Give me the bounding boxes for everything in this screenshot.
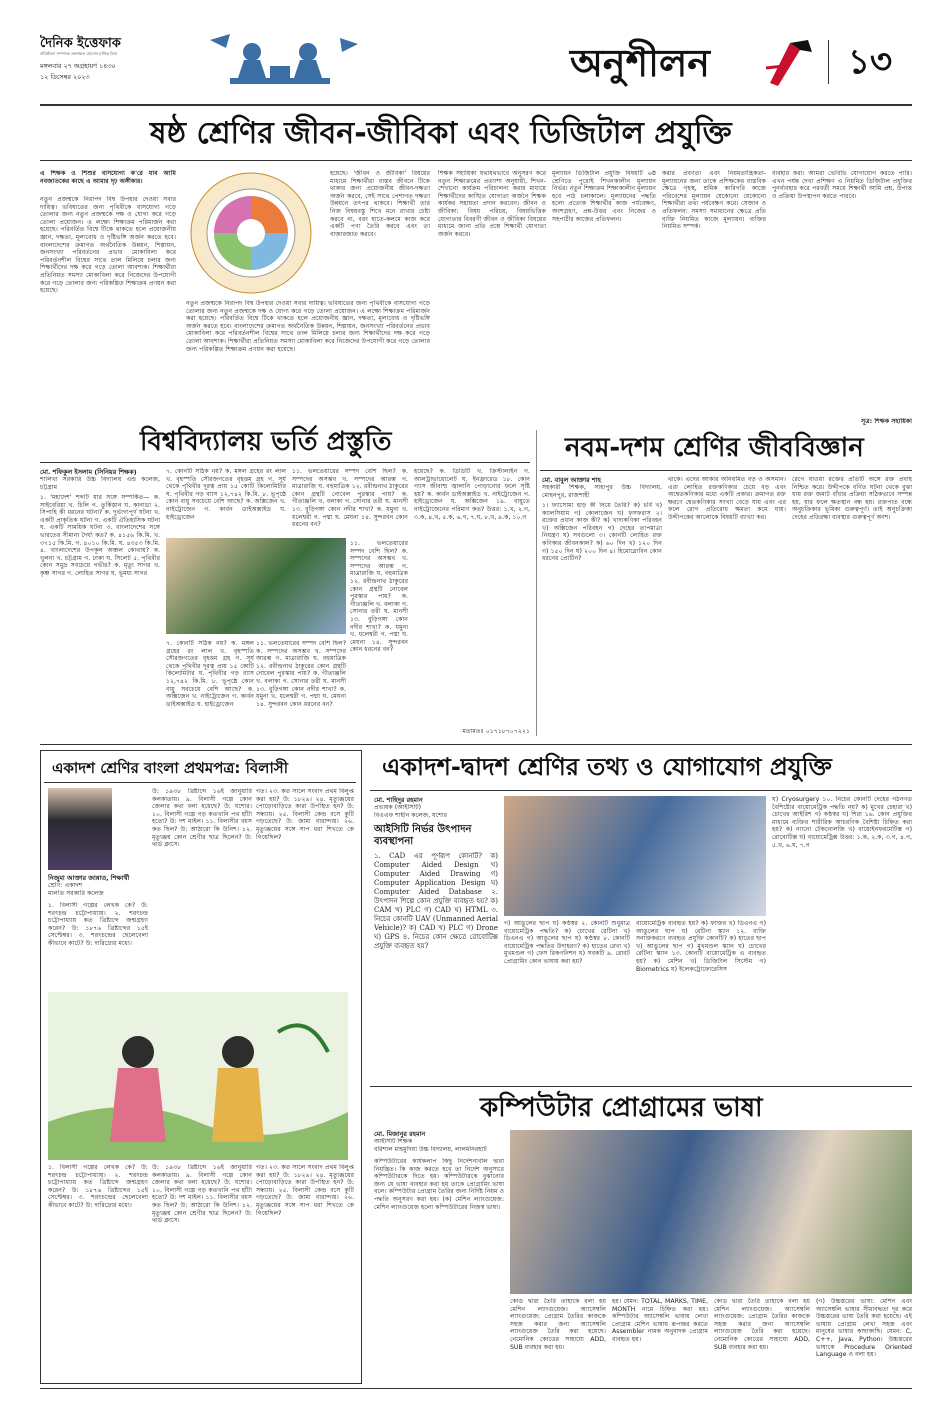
- class6-headline: ষষ্ঠ শ্রেণির জীবন-জীবিকা এবং ডিজিটাল প্রযুক্তি: [150, 116, 732, 151]
- section-title: অনুশীলন: [570, 41, 710, 85]
- university-col3a: ১১. ভলতেয়ারের সম্পদ বেশি ছিল? ক. সম্পদের অসম্ভব খ. সম্পদের আরম্ভ গ. মাত্রারাজি ঘ. বহুমাত্রিক ১২. রবীন্দ্রনাথ ঠাকুরের কোন গ্রন্থটি নোবেল পুরস্কার পায়? ক. গীতাঞ্জলি খ. বলাকা গ. সোনার তরী ঘ. মানসী ১৩. বুড়িগঙ্গা কোন নদীর শাখা? ক. যমুনা খ. ধলেশ্বরী গ. পদ্মা ঘ. মেঘনা ১৪. সুন্দরবন কোন ধরনের বন?: [292, 468, 408, 529]
- class6-col3: শিক্ষক সহায়িকা যথাযথভাবে অনুসরণ করে নতুন শিক্ষাক্রমের প্রত্যাশা অনুযায়ী, শিখন-শেখানো কার্যক্রম পরিচালনা করার মাধ্যমে শিক্ষার্থীদের কাঙ্খিত যোগ্যতা অর্জনে শিক্ষক কার্যকর সহায়তা প্রদান করবেন। জীবন ও জীবিকা: বিষয় পরিচয়, বিষয়ভিত্তিক যোগ্যতার বিবরণী জীবন ও জীবিকা বিষয়ের মাধ্যমে জানা প্রতি প্রশ্নে শিক্ষার্থী যোগ্যতা অর্জন করবে।: [438, 170, 546, 238]
- university-author-org: শালিখা সরকারি উচ্চ বিদ্যালয় এন্ড কলেজ, চট্টগ্রাম: [40, 476, 160, 491]
- ict-subheading: আইসিটি নির্ভর উৎপাদন ব্যবস্থাপনা: [374, 824, 472, 847]
- programming-headline: কম্পিউটার প্রোগ্রামের ভাষা: [480, 1093, 763, 1123]
- bangla-author-org: মালতি সরকারি কলেজ: [48, 890, 104, 897]
- ict-author-org: বিএএফ শাহীন কলেজ, যশোর: [374, 812, 448, 819]
- programming-col3: হয়। যেমন: TOTAL, MARKS, TIME, MONTH নামে চিহ্নিত করা হয়। কম্পিউটার অ্যাসেম্বলি ভাষায় লেখা প্রোগ্রাম মেশিন ভাষায় রূপান্তর করতে Assembler নামক অনুবাদক প্রোগ্রাম ব্যবহৃত হয়।: [612, 1298, 708, 1343]
- bangla-author-class: শ্রেণি: একাদশ: [48, 882, 83, 889]
- programming-author-org: বরিশাল মাহমুদিয়া উচ্চ বিদ্যালয়, লালমনিরহাট: [374, 1146, 487, 1153]
- university-col3: ১১. ভলতেয়ারের সম্পদ বেশি ছিল? ক. সম্পদের অসম্ভব খ. সম্পদের আরম্ভ গ. মাত্রারাজি ঘ. বহুমাত্রিক ১২. রবীন্দ্রনাথ ঠাকুরের কোন গ্রন্থটি নোবেল পুরস্কার পায়? ক. গীতাঞ্জলি খ. বলাকা গ. সোনার তরী ঘ. মানসী ১৩. বুড়িগঙ্গা কোন নদীর শাখা? ক. যমুনা খ. ধলেশ্বরী গ. পদ্মা ঘ. মেঘনা ১৪. সুন্দরবন কোন ধরনের বন?: [256, 640, 346, 708]
- university-students-photo: [166, 538, 346, 634]
- bangla-col3: গত। ২৩. কত সালে সংবাদ প্রথম বিলুপ্ত করা হয়? উ: ১৮২৯। ২৪. মৃত্যুঞ্জয়ের পোড়োবাড়িতে কারা উপস্থিত হন? উ: সন্ধ্যায়। ২৫. বিলাসী কেন্দ্র বসে কুটি গড়তেছে? উ: জামা বারান্দায়। ২৬. মৃত্যুঞ্জয়ের সঙ্গে সাপ ধরা শিখতে কে গিয়েছিল?: [256, 788, 354, 841]
- class9-author: মো. বাবুল আক্তার শাহ: [542, 476, 601, 484]
- university-col2: ৭. কোনটি সঠিক নয়? ক. মঙ্গল গ্রহের রং লাল খ. বৃহস্পতি সৌরজগতের বৃহত্তম গ্রহ গ. সূর্য থেকে পৃথিবীর দূরত্ব প্রায় ১৫ কোটি কিলোমিটার ঘ. পৃথিবীর গড় ব্যাস ১২,৭৪২ কি.মি. ৮. ভূপৃষ্ঠে কোন বায়ু সবচেয়ে বেশি আছে? ক. অক্সিজেন খ. নাইট্রোজেন গ. কার্বন ডাইঅক্সাইড ঘ. হাইড্রোজেন: [166, 468, 286, 521]
- bangla-illustration: [48, 992, 348, 1160]
- class9-author-org: সহকারী শিক্ষক, সাহাপুর উচ্চ বিদ্যালয়, মোহনপুর, রাজশাহী: [542, 484, 662, 499]
- university-col4: হয়েছে? ক. ডিডিটি খ. ক্রিস্টালাইন গ. আলট্রাভায়োলেট ঘ. ইনফ্রারেড ১৮. কোন গ্যাস জীবাশ্ম জ্বালানি পোড়ানোর ফলে সৃষ্টি হয়? ক. কার্বন ডাইঅক্সাইড খ. নাইট্রোজেন গ. হাইড্রোজেন ঘ. অক্সিজেন ১৯. বায়ুতে নাইট্রোজেনের পরিমাণ কত? উত্তর: ১.খ, ২.গ, ৩.ক, ৪.খ, ৫.ক, ৬.গ, ৭.ঘ, ৮.খ, ৯.ক, ১০.গ: [414, 468, 530, 521]
- class6-lead-question: এ শিক্ষক ও শিশুর বাসযোগ্য ক'রে যাব আমি নবজাতকের কাছে এ আমার দৃঢ় অঙ্গীকার।: [40, 170, 176, 185]
- masthead: [40, 30, 920, 100]
- class9-col1: ১। ফ্যাসোমা হাড় কী নিয়ে তৈরি? ক) চর্বি খ) ক্যালসিয়াম গ) কোলাজেন ঘ) ফসফরাস ২। রক্তের প্রধান কাজ কী? ক) খাদ্যকণিকা পরিবহন খ) অক্সিজেন পরিবহন গ) দেহের তাপমাত্রা নিয়ন্ত্রণ ঘ) সবগুলো ৩। কোনটি লোহিত রক্ত কণিকার জীবনকাল? ক) ৬০ দিন খ) ১২০ দিন গ) ১৫০ দিন ঘ) ২০০ দিন ৪। হিমোগ্লোবিন কোন ধরনের প্রোটিন?: [542, 502, 662, 563]
- class6-col5: করার প্রবণতা এবং নিয়মতান্ত্রিকতা-মূল্যায়নের জন্য তাকে প্রশিক্ষকের বাস্তবিক ক্ষেত্রে গৃহস্থ, শ্রমিক কারিগরি কাজে পরিবেশের মূল্যায়ন যেকোনো যেকোনো শিক্ষার্থীরা তথ্য পর্যবেক্ষণ করে। সেজান ও প্রতিফলন: সমস্যা সমাধানের ক্ষেত্রে প্রতি ব্যক্তি নিয়মিত কাজে মূল্যায়ন। ব্যক্তির নিয়মিত সম্পর্ক।: [662, 170, 766, 231]
- programming-col3b: কোড দ্বারা তৈরি তাহাকে বলা হয় মেশিন ল্যাংগুয়েজ। অ্যাসেম্বলি ল্যাংগুয়েজ: প্রোগ্রাম তৈরির কাজকে সহজ করার জন্য অ্যাসেম্বলি ল্যাংগুয়েজ তৈরি করা হয়েছে। নেমোনিক কোডের সাহায্যে ADD, SUB ব্যবহার করা হয়।: [714, 1298, 810, 1351]
- rule-mid: [40, 744, 912, 745]
- class6-col1: নতুন প্রজন্মকে নিরাপদ বিশ্ব উপহার দেওয়া সবার দায়িত্ব। ভবিষ্যতের জন্য পৃথিবীকে বাসযোগ্য গড়ে তোলার জন্য নতুন প্রজন্মকে দক্ষ ও যোগ্য করে গড়ে তোলা প্রয়োজন। এ লক্ষ্যে শিক্ষাক্রম পরিমার্জন করা হয়েছে। পরিবর্তিত বিশ্বে টিকে থাকতে হলে প্রয়োজনীয় জ্ঞান, দক্ষতা, মূল্যবোধ ও দৃষ্টিভঙ্গি অর্জন করতে হবে। বাংলাদেশের ক্রমাগত অর্থনৈতিক উন্নয়ন, শিল্পায়ন, জনসংখ্যা পরিবর্তনের প্রভাব মোকাবিলা করে পরিবর্তনশীল বিশ্বের সাথে তাল মিলিয়ে চলার জন্য শিক্ষার্থীদের দক্ষ করে গড়ে তোলা আবশ্যক। শিক্ষার্থীরা প্রতিনিয়ত সমস্যা মোকাবিলা করে নিজেদের উপযোগী করে গড়ে তোলার জন্য পরিকল্পিত শিক্ষাক্রম প্রণয়ন করা হয়েছে।: [40, 196, 176, 295]
- bangla-author-photo: [48, 788, 112, 870]
- programming-author-role: আইসিটি শিক্ষক: [374, 1138, 413, 1145]
- ict-students-photo: [504, 796, 766, 916]
- page-bottom-rule: [40, 1388, 912, 1389]
- rule-university: [40, 462, 530, 463]
- divider-university-bio: [536, 430, 537, 736]
- page-number: ১৩: [848, 42, 893, 82]
- class6-col6: ব্যবহার করা। আমরা ভেবিভি যোগাযোগ করতে পারি। এখন পর্যন্ত দেখা প্রশিক্ষণ এ নিয়মিত ডিজিটাল প্রযুক্তির পুনর্ব্যবহার করে পরবর্তী সময়ে শিক্ষার্থী আমি প্রশ্ন, উপাত্ত ও প্রক্রিয়া উপস্থাপন করতে পারবে।: [772, 170, 912, 200]
- programming-col2: কোড দ্বারা তৈরি তাহাকে বলা হয় মেশিন ল্যাংগুয়েজ। অ্যাসেম্বলি ল্যাংগুয়েজ: প্রোগ্রাম তৈরির কাজকে সহজ করার জন্য অ্যাসেম্বলি ল্যাংগুয়েজ তৈরি করা হয়েছে। নেমোনিক কোডের সাহায্যে ADD, SUB ব্যবহার করা হয়।: [510, 1298, 606, 1351]
- class9-headline: নবম-দশম শ্রেণির জীববিজ্ঞান: [565, 433, 864, 463]
- masthead-rule: [40, 104, 912, 106]
- bangla-author: নিজুমা আক্তার জান্নাত, শিক্ষার্থী: [48, 874, 130, 882]
- issue-date: মঙ্গলবার ২৭ অগ্রহায়ণ ১৪৩০: [40, 62, 116, 70]
- bangla-col6: গত। ২৩. কত সালে সংবাদ প্রথম বিলুপ্ত করা হয়? উ: ১৮২৯। ২৪. মৃত্যুঞ্জয়ের পোড়োবাড়িতে কারা উপস্থিত হন? উ: সন্ধ্যায়। ২৫. বিলাসী কেন্দ্র বসে কুটি গড়তেছে? উ: জামা বারান্দায়। ২৬. মৃত্যুঞ্জয়ের সঙ্গে সাপ ধরা শিখতে কে গিয়েছিল?: [256, 1164, 354, 1217]
- pen-nib-icon: [760, 38, 820, 88]
- university-headline: বিশ্ববিদ্যালয় ভর্তি প্রস্তুতি: [140, 427, 392, 457]
- class6-col2: হয়েছে। 'জীবন ও জীবিকা' বিষয়ের মাধ্যমে শিক্ষার্থীরা বাস্তব জীবনে টিকে থাকার জন্য প্রয়োজনীয় জীবন-দক্ষতা অর্জন করবে, সেই সাথে পেশাগত দক্ষতা উন্নয়নে তৎপর থাকবে। শিক্ষার্থী তার নিজ বিষয়বস্তু শিখে মনে রাখার চেষ্টা করবে না, বরং হাতে-কলমে কাজ করে একটি পণ্য তৈরি করবে এবং তা বাজারজাত করবে।: [330, 170, 430, 238]
- class6-col2b: নতুন প্রজন্মকে নিরাপদ বিশ্ব উপহার দেওয়া সবার দায়িত্ব। ভবিষ্যতের জন্য পৃথিবীকে বাসযোগ্য গড়ে তোলার জন্য নতুন প্রজন্মকে দক্ষ ও যোগ্য করে গড়ে তোলা প্রয়োজন। এ লক্ষ্যে শিক্ষাক্রম পরিমার্জন করা হয়েছে। পরিবর্তিত বিশ্বে টিকে থাকতে হলে প্রয়োজনীয় জ্ঞান, দক্ষতা, মূল্যবোধ ও দৃষ্টিভঙ্গি অর্জন করতে হবে। বাংলাদেশের ক্রমাগত অর্থনৈতিক উন্নয়ন, শিল্পায়ন, জনসংখ্যা পরিবর্তনের প্রভাব মোকাবিলা করে পরিবর্তনশীল বিশ্বের সাথে তাল মিলিয়ে চলার জন্য শিক্ষার্থীদের দক্ষ করে গড়ে তোলা আবশ্যক। শিক্ষার্থীরা প্রতিনিয়ত সমস্যা মোকাবিলা করে নিজেদের উপযোগী করে গড়ে তোলার জন্য পরিকল্পিত শিক্ষাক্রম প্রণয়ন করা হয়েছে।: [186, 300, 430, 353]
- programming-col4: (গ) উচ্চস্তরের ভাষা: মেশিন এবং অ্যাসেম্বলি ভাষার সীমাবদ্ধতা দূর করে উচ্চস্তরের ভাষা তৈরি করা হয়েছে। এই ভাষায় প্রোগ্রাম লেখা সহজ এবং মানুষের ভাষার কাছাকাছি। যেমন: C, C++, Java, Python। উচ্চস্তরের ভাষাকে Procedure Oriented Language ও বলা হয়।: [816, 1298, 912, 1359]
- university-col3c: ১১. ভলতেয়ারের সম্পদ বেশি ছিল? ক. সম্পদের অসম্ভব খ. সম্পদের আরম্ভ গ. মাত্রারাজি ঘ. বহুমাত্রিক ১২. রবীন্দ্রনাথ ঠাকুরের কোন গ্রন্থটি নোবেল পুরস্কার পায়? ক. গীতাঞ্জলি খ. বলাকা গ. সোনার তরী ঘ. মানসী ১৩. বুড়িগঙ্গা কোন নদীর শাখা? ক. যমুনা খ. ধলেশ্বরী গ. পদ্মা ঘ. মেঘনা ১৪. সুন্দরবন কোন ধরনের বন?: [350, 540, 408, 654]
- bangla-col2: উ: ১৯৩৮ খ্রিষ্টাব্দে ১৬ই জানুয়ারি কলকাতায়। ৯. বিলাসী গল্পে কোন জেলার কথা বলা হয়েছে? উ: যশোর। ১০. বিলাসী গল্পে গড় কতখানি পথ হাঁটা হতো? উ: দশ মাইল। ১১. বিলাসীর বয়স কত ছিল? উ: আঠারো কি উনিশ। ১২. মৃত্যুঞ্জয় কোন শ্রেণীর ছাত্র ছিলেন? উ: থার্ড ক্লাসে।: [152, 788, 252, 849]
- programming-col1: কম্পিউটারের কার্যকলাপ কিছু নির্দেশনাবলি দ্বারা নিয়ন্ত্রিত। কি কাজ করতে হবে তা নির্দেশ অনুসারে কম্পিউটারকে দিতে হয়। কম্পিউটারকে বুঝানোর জন্য যে ভাষা ব্যবহার করা হয় তাকে প্রোগ্রামিং ভাষা বলে। কম্পিউটার প্রোগ্রাম তৈরির জন্য নির্দিষ্ট নিয়ম ও পদ্ধতি অনুসরণ করা হয়। (ক) মেশিন ল্যাংগুয়েজ: মেশিন ল্যাংগুয়েজ হলো কম্পিউটারের নিজস্ব ভাষা।: [374, 1158, 504, 1211]
- rule-class9: [540, 470, 912, 471]
- bangla-col4: ১. বিলাসী গল্পের লেখক কে? উ: শরৎচন্দ্র চট্টোপাধ্যায়। ২. শরৎচন্দ্র চট্টোপাধ্যায় কত খ্রিষ্টাব্দে জন্মগ্রহণ করেন? উ: ১৮৭৬ খ্রিষ্টাব্দের ১৫ই সেপ্টেম্বর। ৩. শরৎচন্দ্রের ছেলেবেলা কীভাবে কাটে? উ: দারিদ্র্যের মধ্যে।: [48, 1164, 148, 1209]
- university-author: মো. শফিকুল ইসলাম (সিনিয়র শিক্ষক): [40, 468, 137, 476]
- ict-col1: ১. CAD এর পূর্ণরূপ কোনটি? ক) Computer Aided Design খ) Computer Aided Drawing গ) Computer Application Design ঘ) Computer Aided Database ২. উৎপাদন শিল্পে কোন প্রযুক্তি ব্যবহৃত হয়? ক) CAM খ) PLC গ) CAD ঘ) HTML ৩. নিচের কোনটি UAV (Unmanned Aerial Vehicle)? ক) CAD খ) PLC গ) Drone ঘ) GPS ৪. নিচের কোন ক্ষেত্রে রোবোটিক্স প্রযুক্তি ব্যবহৃত হয়?: [374, 852, 498, 950]
- university-col2b: ৭. কোনটি সঠিক নয়? ক. মঙ্গল গ্রহের রং লাল খ. বৃহস্পতি সৌরজগতের বৃহত্তম গ্রহ গ. সূর্য থেকে পৃথিবীর দূরত্ব প্রায় ১৫ কোটি কিলোমিটার ঘ. পৃথিবীর গড় ব্যাস ১২,৭৪২ কি.মি. ৮. ভূপৃষ্ঠে কোন বায়ু সবচেয়ে বেশি আছে? ক. অক্সিজেন খ. নাইট্রোজেন গ. কার্বন ডাইঅক্সাইড ঘ. হাইড্রোজেন: [166, 640, 254, 708]
- rule-programming: [370, 1086, 912, 1087]
- paper-logo: [40, 36, 150, 83]
- bangla-col5: উ: ১৯৩৮ খ্রিষ্টাব্দে ১৬ই জানুয়ারি কলকাতায়। ৯. বিলাসী গল্পে কোন জেলার কথা বলা হয়েছে? উ: যশোর। ১০. বিলাসী গল্পে গড় কতখানি পথ হাঁটা হতো? উ: দশ মাইল। ১১. বিলাসীর বয়স কত ছিল? উ: আঠারো কি উনিশ। ১২. মৃত্যুঞ্জয় কোন শ্রেণীর ছাত্র ছিলেন? উ: থার্ড ক্লাসে।: [152, 1164, 252, 1225]
- ict-col4: ঘ) Cryosurgery ১০. নিচের কোনটি দেহের গঠনগত বৈশিষ্ট্যের বায়োমেট্রিক পদ্ধতি নয়? ক) মুখের চেহারা খ) চোখের আইরিশ গ) কণ্ঠস্বর ঘ) শিরা ১৬. কোন প্রযুক্তির মাধ্যমে ব্যক্তির শারীরিক আচরণিক বৈশিষ্ট্য চিহ্নিত করা হয়? ক) ন্যানো টেকনোলজি খ) বায়োইনফরমেটিক্স গ) রোবোটিক্স ঘ) বায়োমেট্রিক্স উত্তর: ১.ক, ২.ক, ৩.গ, ৪.গ, ৫.খ, ৬.ঘ, ৭.গ: [772, 796, 912, 849]
- programming-author: মো. মিজানুর রহমান: [374, 1130, 426, 1138]
- rule-ict: [370, 790, 912, 791]
- ict-author-role: প্রভাষক (আইসিটি): [374, 804, 421, 811]
- students-illustration: [190, 30, 370, 100]
- paper-tagline: প্রতিষ্ঠাতা সম্পাদক তফাজ্জল হোসেন মানিক মিয়া: [40, 51, 118, 56]
- ict-col2: গ) আঙুলের ছাপ ঘ) কণ্ঠস্বর ২. কোনটি শুধুমাত্র বায়োমেট্রিক পদ্ধতি? ক) চোখের রেটিনা খ) ডিএনএ গ) আঙুলের ছাপ ঘ) কণ্ঠস্বর ৮. কোনটি বায়োমেট্রিক পদ্ধতির উদাহরণ? ক) হাতের রেখা খ) মুখমণ্ডল গ) ফেস রিকগনিশন ঘ) সবকটি ৯. রোবট প্রোগ্রামিং কোন ভাষায় করা হয়?: [504, 920, 630, 965]
- rule-class6: [40, 160, 912, 161]
- divider-vertical: [828, 40, 829, 84]
- ict-author: মো. শাহিদুর রহমান: [374, 796, 423, 804]
- ict-col3: বায়োমেট্রিক ব্যবহৃত হয়? ক) ফাক্তর খ) ডিএনএ গ) আঙুলের ছাপ ঘ) রেটিনা স্ক্যান ১২. ব্যক্তি সনাক্তকরণে ব্যবহৃত প্রযুক্তি কোনটি? ক) হাতের ছাপ খ) আঙুলের ছাপ গ) মুখমণ্ডল স্ক্যান ঘ) চোখের রেটিনা স্ক্যান ১৩. কোনটি বায়োমেট্রিক এ ব্যবহৃত হয়? ক) মেশিন খ) ডিজিটাল সিস্টেম গ) Biometrics ঘ) ইলেকট্রোফোরেসিস: [636, 920, 766, 973]
- university-col1: ১. 'মহাদেশ' শব্দটি যার সঙ্গে সম্পর্কিত— ক. সাইবেরিয়া খ. চিলি গ. তুর্কিস্তান ঘ. কানাডা ২. সিপাহি কী ধরনের ঘটনা? ক. দুর্ভাগ্যপূর্ণ ঘটনা খ. একটি প্রাকৃতিক ঘটনা গ. একটি ঐতিহাসিক ঘটনা ঘ. একটি সাময়িক ঘটনা ৩. বাংলাদেশের সঙ্গে ভারতের সীমানা দৈর্ঘ্য কত? ক. ৪১৫৬ কি.মি. খ. ৩৭১৫ কি.মি. গ. ৪০১০ কি.মি. ঘ. ৪৩৫৩ কি.মি. ৪. বাংলাদেশের উপকূল অঞ্চল কোথায়? ক. খুলনা খ. চট্টগ্রাম গ. ঢাকা ঘ. সিলেট ৫. পৃথিবীর কোন সমুদ্র সবচেয়ে গভীর? ক. মৃত্যু সাগর খ. কৃষ্ণ সাগর গ. লোহিত সাগর ঘ. ভূমধ্য সাগর: [40, 494, 160, 577]
- ict-headline: একাদশ-দ্বাদশ শ্রেণির তথ্য ও যোগাযোগ প্রযুক্তি: [382, 753, 832, 781]
- class9-col3: রেগে যাওয়া রক্তের প্রতিটি অঙ্গে রক্ত প্রবাহ নিশ্চিত করে। উদ্দীপকে বর্ণিত ঘটনা থেকে বুঝা যায় রক্ত জমাট বাঁধার প্রক্রিয়া সঠিকভাবে সম্পন্ন হয়, যার ফলে ক্ষতস্থান বন্ধ হয়। রক্তপাত বন্ধে অনুচক্রিকার ভূমিকা গুরুত্বপূর্ণ। তাই অনুচক্রিকা দেহের প্রতিরক্ষা ব্যবস্থার গুরুত্বপূর্ণ অংশ।: [792, 476, 912, 521]
- class9-col2: থাকে। এদের আকার অনিয়মিত বড় ও অসমান। এরা লোহিত রক্তকণিকার চেয়ে বড় এবং অশ্বেতকণিকার মধ্যে একটি প্রকার। ক্রমাগত রক্ত ক্ষরণে শ্বেতকণিকার সংখ্যা বেড়ে যায় এবং এর ফলে রোগ প্রতিরোধ ক্ষমতা কমে যায়। উদ্দীপকের আলোকে বিষয়টি ব্যাখ্যা কর।: [668, 476, 786, 521]
- paper-name: দৈনিক ইত্তেফাক: [40, 36, 121, 51]
- programming-students-photo: [510, 1130, 912, 1294]
- university-footer: মতামতঃ ০১৭১৮৭০৭২২১: [462, 728, 530, 735]
- issue-date-en: ১২ ডিসেম্বর ২০২৩: [40, 73, 90, 81]
- bangla-col1: ১. বিলাসী গল্পের লেখক কে? উ: শরৎচন্দ্র চট্টোপাধ্যায়। ২. শরৎচন্দ্র চট্টোপাধ্যায় কত খ্রিষ্টাব্দে জন্মগ্রহণ করেন? উ: ১৮৭৬ খ্রিষ্টাব্দের ১৫ই সেপ্টেম্বর। ৩. শরৎচন্দ্রের ছেলেবেলা কীভাবে কাটে? উ: দারিদ্র্যের মধ্যে।: [48, 902, 148, 947]
- rule-bangla: [44, 782, 356, 783]
- bangla-headline: একাদশ শ্রেণির বাংলা প্রথমপত্র: বিলাসী: [52, 759, 288, 777]
- class6-col4: মূল্যায়ন ডিজিটাল প্রযুক্তি বিষয়টি ৬ষ্ঠ শ্রেণিতে পুরোই শিখনকালীন মূল্যায়ন নির্ভর। নতুন শিক্ষাক্রম শিক্ষাকালীন মূল্যায়ন হবে পাঠ চলাকালে। মূল্যায়নের পদ্ধতি হলো প্রত্যেক শিক্ষার্থীর কাজ পর্যবেক্ষণ, অংশগ্রহণ, প্রশ্ন-উত্তর এবং নিজের ও সহপাঠীর কাজের প্রতিফলন।: [552, 170, 656, 223]
- life-skills-wheel: [186, 168, 316, 298]
- class6-source: সূত্র: শিক্ষক সহায়িকা: [861, 418, 912, 425]
